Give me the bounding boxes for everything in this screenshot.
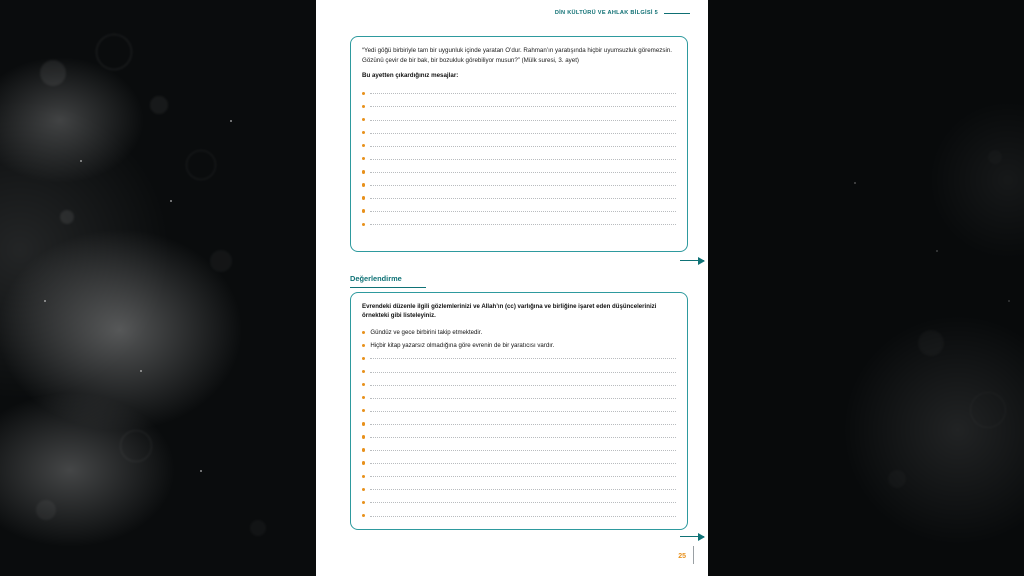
writing-line-rule <box>370 397 676 399</box>
writing-line[interactable] <box>362 391 676 404</box>
writing-line-rule <box>370 501 676 503</box>
writing-line[interactable] <box>362 444 676 457</box>
writing-line-rule <box>370 145 676 147</box>
writing-line-rule <box>370 210 676 212</box>
bullet-dot-icon <box>362 209 365 212</box>
writing-line[interactable] <box>362 470 676 483</box>
running-head <box>555 10 690 16</box>
writing-line-rule <box>370 132 676 134</box>
writing-line[interactable] <box>362 100 676 113</box>
bullet-dot-icon <box>362 92 365 95</box>
writing-line-rule <box>370 410 676 412</box>
writing-line-rule <box>370 423 676 425</box>
bullet-dot-icon <box>362 223 365 226</box>
bullet-dot-icon <box>362 331 365 334</box>
bullet-dot-icon <box>362 144 365 147</box>
bullet-dot-icon <box>362 196 365 199</box>
bullet-dot-icon <box>362 409 365 412</box>
example-answer-line <box>362 326 676 339</box>
writing-line[interactable] <box>362 417 676 430</box>
page-number-rule <box>693 546 694 564</box>
right-dark-background <box>708 0 1024 576</box>
writing-line[interactable] <box>362 165 676 178</box>
bullet-dot-icon <box>362 157 365 160</box>
writing-line-rule <box>370 384 676 386</box>
writing-line[interactable] <box>362 218 676 231</box>
bullet-dot-icon <box>362 435 365 438</box>
writing-line-rule <box>370 92 676 94</box>
bullet-dot-icon <box>362 131 365 134</box>
bullet-dot-icon <box>362 448 365 451</box>
writing-line[interactable] <box>362 404 676 417</box>
writing-line-rule <box>370 449 676 451</box>
ayet-blank-lines[interactable] <box>362 87 676 231</box>
writing-line-rule <box>370 371 676 373</box>
ayet-activity-box <box>350 36 688 252</box>
writing-line[interactable] <box>362 178 676 191</box>
writing-line[interactable] <box>362 205 676 218</box>
writing-line-rule <box>370 488 676 490</box>
bullet-dot-icon <box>362 461 365 464</box>
writing-line-rule <box>370 436 676 438</box>
bullet-dot-icon <box>362 422 365 425</box>
writing-line[interactable] <box>362 509 676 522</box>
writing-line[interactable] <box>362 378 676 391</box>
degerlendirme-examples <box>362 326 676 352</box>
writing-line[interactable] <box>362 192 676 205</box>
bullet-dot-icon <box>362 344 365 347</box>
writing-line[interactable] <box>362 87 676 100</box>
writing-line-rule <box>370 184 676 186</box>
writing-line[interactable] <box>362 483 676 496</box>
bullet-dot-icon <box>362 183 365 186</box>
left-nebula-background <box>0 0 316 576</box>
degerlendirme-activity-box <box>350 292 688 530</box>
writing-line-rule <box>370 105 676 107</box>
bullet-dot-icon <box>362 501 365 504</box>
bullet-dot-icon <box>362 514 365 517</box>
example-answer-text: Hiçbir kitap yazarsız olmadığına göre evrenin de bir yaratıcısı vardır. <box>370 341 555 349</box>
writing-line[interactable] <box>362 352 676 365</box>
writing-line[interactable] <box>362 457 676 470</box>
bullet-dot-icon <box>362 475 365 478</box>
bullet-dot-icon <box>362 105 365 108</box>
writing-line-rule <box>370 197 676 199</box>
section-heading-underline <box>350 287 426 288</box>
ayet-box-arrow <box>680 260 704 261</box>
degerlendirme-box-arrow <box>680 536 704 537</box>
bullet-dot-icon <box>362 118 365 121</box>
ayet-prompt: Bu ayetten çıkardığınız mesajlar: <box>362 72 459 80</box>
writing-line[interactable] <box>362 430 676 443</box>
textbook-page <box>316 0 708 576</box>
example-answer-line <box>362 339 676 352</box>
example-answer-text: Gündüz ve gece birbirini takip etmektedir. <box>370 328 483 336</box>
running-head-rule <box>664 13 690 14</box>
bullet-dot-icon <box>362 170 365 173</box>
bullet-dot-icon <box>362 370 365 373</box>
bullet-dot-icon <box>362 396 365 399</box>
degerlendirme-instruction: Evrendeki düzenle ilgili gözlemlerinizi ve Allah’ın (cc) varlığına ve birliğine işaret eden düşüncelerinizi örnekteki gibi listeleyiniz. <box>362 303 657 320</box>
writing-line-rule <box>370 119 676 121</box>
writing-line[interactable] <box>362 496 676 509</box>
page-number: 25 <box>678 553 686 560</box>
writing-line-rule <box>370 515 676 517</box>
bullet-dot-icon <box>362 357 365 360</box>
writing-line[interactable] <box>362 152 676 165</box>
running-head-text: DİN KÜLTÜRÜ VE AHLAK BİLGİSİ 5 <box>554 10 658 16</box>
writing-line-rule <box>370 171 676 173</box>
writing-line[interactable] <box>362 365 676 378</box>
writing-line-rule <box>370 158 676 160</box>
bullet-dot-icon <box>362 488 365 491</box>
writing-line[interactable] <box>362 126 676 139</box>
writing-line-rule <box>370 357 676 359</box>
writing-line[interactable] <box>362 113 676 126</box>
section-heading-degerlendirme: Değerlendirme <box>350 274 402 283</box>
ayet-quote: “Yedi göğü birbiriyle tam bir uygunluk içinde yaratan O’dur. Rahman’ın yaratışında hiçbir uyumsuzluk göremezsin. Gözünü çevir de bir bak, bir bozukluk görebiliyor musun?” (Mülk suresi, 3. ayet) <box>362 47 672 65</box>
writing-line[interactable] <box>362 139 676 152</box>
degerlendirme-blank-lines[interactable] <box>362 352 676 522</box>
writing-line-rule <box>370 462 676 464</box>
writing-line-rule <box>370 223 676 225</box>
bullet-dot-icon <box>362 383 365 386</box>
writing-line-rule <box>370 475 676 477</box>
